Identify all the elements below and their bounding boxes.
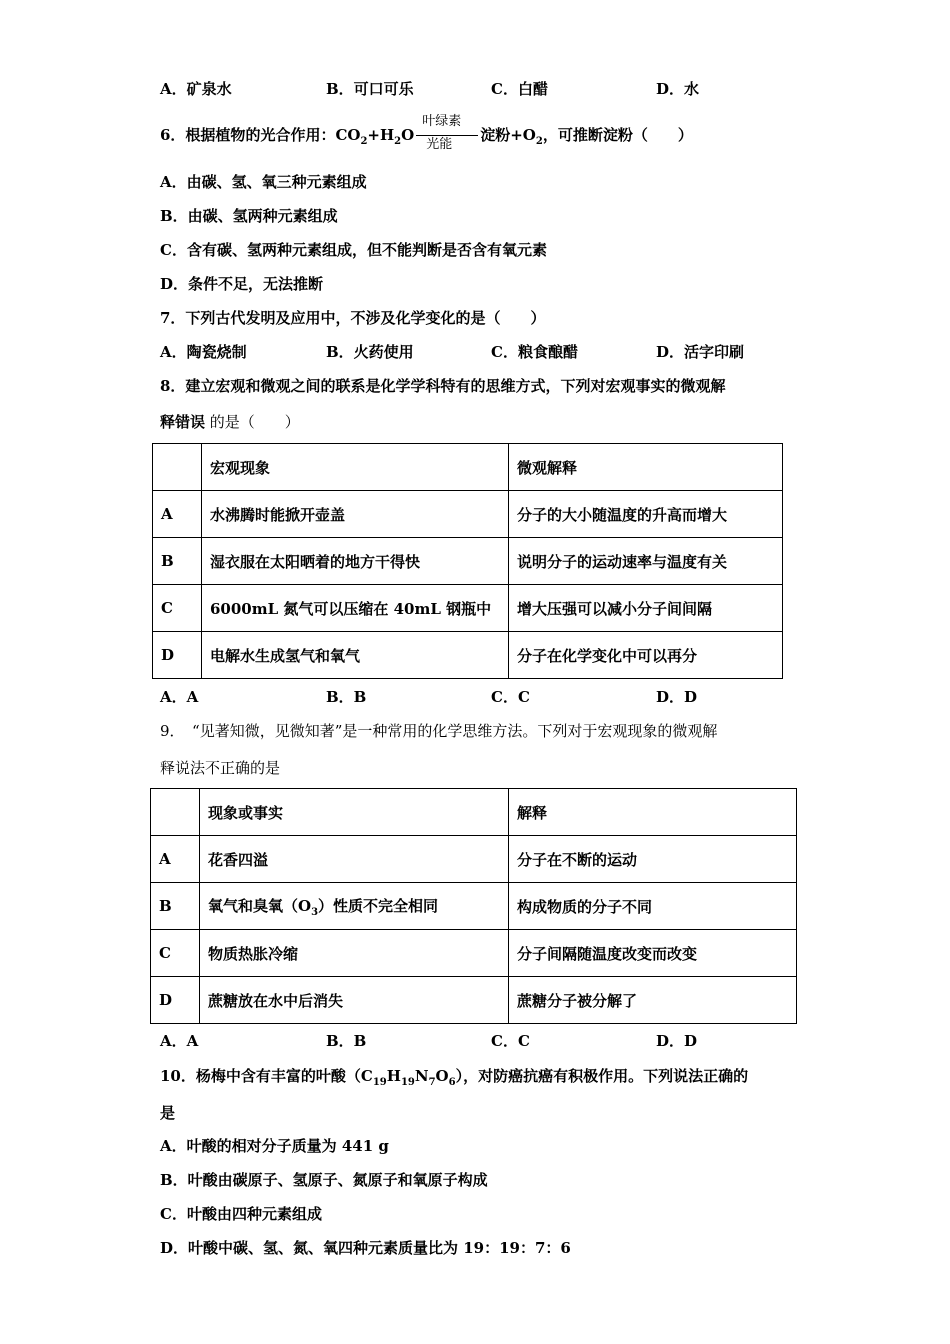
reaction-arrow: 叶绿素 光能 xyxy=(416,126,478,146)
q10-option-c: C．叶酸由四种元素组成 xyxy=(160,1205,322,1223)
table-cell: C xyxy=(153,585,202,632)
q9-stem-line1: 9． “见著知微，见微知著”是一种常用的化学思维方法。下列对于宏观现象的微观解 xyxy=(160,722,718,740)
q8-stem-line2: 释错误 的是（ ） xyxy=(160,413,300,431)
q9-option-a: A．A xyxy=(160,1032,199,1050)
q8-option-a: A．A xyxy=(160,688,199,706)
q8-option-b: B．B xyxy=(326,688,367,706)
table-cell: 构成物质的分子不同 xyxy=(509,883,797,930)
q10-stem-line2: 是 xyxy=(160,1104,176,1122)
table-cell: B xyxy=(151,883,200,930)
table-cell: 蔗糖分子被分解了 xyxy=(509,977,797,1024)
q7-option-a: A．陶瓷烧制 xyxy=(160,343,247,361)
table-cell: 氧气和臭氧$(O_3)$性质不完全相同 xyxy=(200,883,509,930)
table-cell: 水沸腾时能掀开壶盖 xyxy=(202,491,509,538)
q10-option-a: A．叶酸的相对分子质量为 441 g xyxy=(160,1137,389,1155)
table-cell: D xyxy=(153,632,202,679)
q10-option-b: B．叶酸由碳原子、氢原子、氮原子和氧原子构成 xyxy=(160,1171,488,1189)
table-row xyxy=(151,836,797,883)
table-row xyxy=(151,883,797,930)
table-row xyxy=(151,977,797,1024)
table-cell: 湿衣服在太阳晒着的地方干得快 xyxy=(202,538,509,585)
table-cell: C xyxy=(151,930,200,977)
table-header: 宏观现象 xyxy=(202,444,509,491)
table-cell: B xyxy=(153,538,202,585)
table-cell: 分子在不断的运动 xyxy=(509,836,797,883)
q7-option-d: D．活字印刷 xyxy=(656,343,745,361)
q9-stem-line2: 释说法不正确的是 xyxy=(160,759,281,777)
q9-options xyxy=(160,1030,800,1052)
q10-option-d: D．叶酸中碳、氢、氮、氧四种元素质量比为 19：19：7：6 xyxy=(160,1239,571,1257)
q8-stem-line1: 8．建立宏观和微观之间的联系是化学学科特有的思维方式，下列对宏观事实的微观解 xyxy=(160,377,726,395)
q5-option-d: D．水 xyxy=(656,80,700,98)
q6-option-b: B．由碳、氢两种元素组成 xyxy=(160,207,338,225)
table-row xyxy=(151,930,797,977)
table-cell xyxy=(151,789,200,836)
q5-option-c: C．白醋 xyxy=(491,80,548,98)
table-cell: D xyxy=(151,977,200,1024)
q9-option-c: C．C xyxy=(491,1032,530,1050)
table-header: 微观解释 xyxy=(509,444,783,491)
q6-option-c: C．含有碳、氢两种元素组成，但不能判断是否含有氧元素 xyxy=(160,241,547,259)
q9-table xyxy=(150,788,797,1024)
q6-option-a: A．由碳、氢、氧三种元素组成 xyxy=(160,173,367,191)
q6-option-d: D．条件不足，无法推断 xyxy=(160,275,324,293)
q6-stem: 6．根据植物的光合作用：$CO_2+H_2O$ 叶绿素 光能 淀粉$+O_2$，可推断淀粉（ ） xyxy=(160,114,693,152)
q5-option-a: A．矿泉水 xyxy=(160,80,232,98)
q8-options xyxy=(160,686,800,708)
q8-option-d: D．D xyxy=(656,688,698,706)
q9-option-b: B．B xyxy=(326,1032,367,1050)
table-cell: 分子在化学变化中可以再分 xyxy=(509,632,783,679)
table-cell: 6000mL 氮气可以压缩在 40mL 钢瓶中 xyxy=(202,585,509,632)
table-row xyxy=(153,585,783,632)
table-cell: 蔗糖放在水中后消失 xyxy=(200,977,509,1024)
table-cell: 物质热胀冷缩 xyxy=(200,930,509,977)
table-header: 解释 xyxy=(509,789,797,836)
table-row xyxy=(153,491,783,538)
q7-option-b: B．火药使用 xyxy=(326,343,414,361)
q5-options xyxy=(160,78,800,100)
q9-option-d: D．D xyxy=(656,1032,698,1050)
table-cell: 增大压强可以减小分子间间隔 xyxy=(509,585,783,632)
table-cell: A xyxy=(153,491,202,538)
table-cell: A xyxy=(151,836,200,883)
q5-option-b: B．可口可乐 xyxy=(326,80,414,98)
q7-option-c: C．粮食酿醋 xyxy=(491,343,578,361)
table-header-row xyxy=(153,444,783,491)
table-cell: 花香四溢 xyxy=(200,836,509,883)
q10-stem-line1: 10．杨梅中含有丰富的叶酸$(C_{19}H_{19}N_7O_6)$，对防癌抗癌有积极作用。下列说法正确的 xyxy=(160,1067,749,1088)
table-header: 现象或事实 xyxy=(200,789,509,836)
table-row xyxy=(153,538,783,585)
table-cell: 分子的大小随温度的升高而增大 xyxy=(509,491,783,538)
q7-options xyxy=(160,341,800,363)
table-row xyxy=(153,632,783,679)
q8-table xyxy=(152,443,783,679)
q8-option-c: C．C xyxy=(491,688,530,706)
q7-stem: 7．下列古代发明及应用中，不涉及化学变化的是（ ） xyxy=(160,309,546,327)
table-header-row xyxy=(151,789,797,836)
table-cell: 说明分子的运动速率与温度有关 xyxy=(509,538,783,585)
table-cell xyxy=(153,444,202,491)
table-cell: 电解水生成氢气和氧气 xyxy=(202,632,509,679)
table-cell: 分子间隔随温度改变而改变 xyxy=(509,930,797,977)
